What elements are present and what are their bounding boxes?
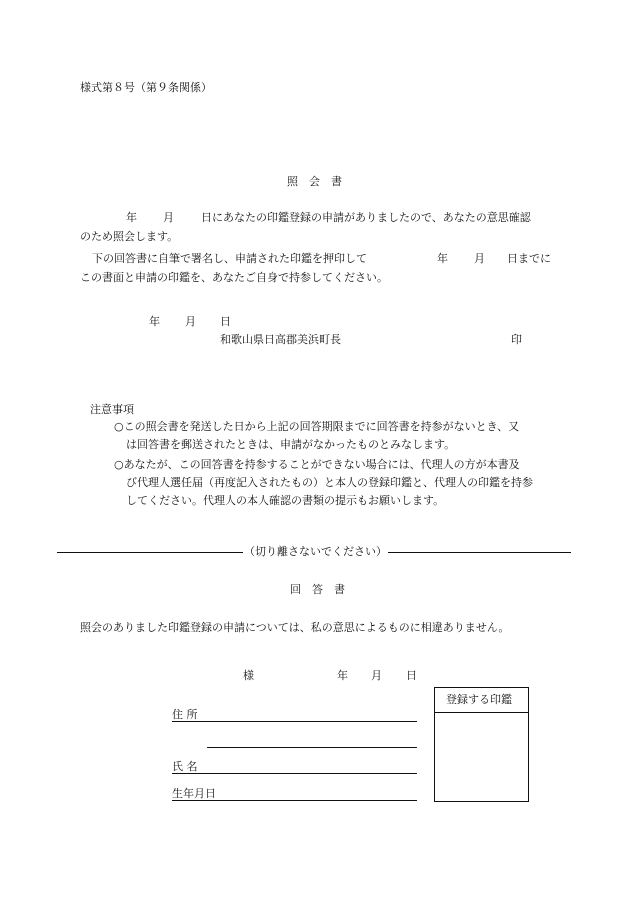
note-1-line-1: ○この照会書を発送した日から上記の回答期限までに回答書を持参がないとき、又 xyxy=(114,420,520,433)
inquiry-paragraph-1-line-1: 日にあなたの印鑑登録の申請がありましたので、あなたの意思確認 xyxy=(201,211,531,224)
inquiry-month-label: 月 xyxy=(163,211,174,224)
address-line-1[interactable] xyxy=(172,721,417,722)
issue-month-label: 月 xyxy=(185,315,196,328)
birthdate-label: 生年月日 xyxy=(172,787,216,800)
address-label: 住 所 xyxy=(172,708,198,721)
notes-heading: 注意事項 xyxy=(90,403,134,416)
inquiry-paragraph-2-line-1: 下の回答書に自筆で署名し、申請された印鑑を押印して xyxy=(92,252,367,265)
form-number: 様式第８号（第９条関係） xyxy=(80,81,212,94)
birthdate-line[interactable] xyxy=(172,800,417,801)
seal-box-divider xyxy=(434,712,529,713)
name-signature-line[interactable] xyxy=(172,773,417,774)
deadline-year-label: 年 xyxy=(437,252,448,265)
note-1-line-2: は回答書を郵送されたときは、申請がなかったものとみなします。 xyxy=(126,438,456,451)
seal-box-label: 登録する印鑑 xyxy=(446,693,512,706)
issuer-name: 和歌山県日高郡美浜町長 xyxy=(220,333,341,346)
cut-line-label: （切り離さないでください） xyxy=(244,545,387,558)
answer-day-label: 日 xyxy=(406,669,417,682)
issue-year-label: 年 xyxy=(149,315,160,328)
addressee-suffix: 様 xyxy=(243,669,254,682)
answer-title: 回 答 書 xyxy=(290,583,345,596)
inquiry-year-label: 年 xyxy=(126,211,137,224)
issuer-seal-mark: 印 xyxy=(511,333,522,346)
deadline-day-label: 日までに xyxy=(507,252,551,265)
answer-statement: 照会のありました印鑑登録の申請については、私の意思によるものに相違ありません。 xyxy=(80,621,510,634)
note-2-line-1: ○あなたが、この回答書を持参することができない場合には、代理人の方が本書及 xyxy=(114,458,520,471)
answer-year-label: 年 xyxy=(337,669,348,682)
note-2-line-2: び代理人選任届（再度記入されたもの）と本人の登録印鑑と、代理人の印鑑を持参 xyxy=(126,476,533,489)
issue-day-label: 日 xyxy=(220,315,231,328)
note-2-line-3: してください。代理人の本人確認の書類の提示もお願いします。 xyxy=(126,494,445,507)
deadline-month-label: 月 xyxy=(474,252,485,265)
inquiry-paragraph-2-line-2: この書面と申請の印鑑を、あなたご自身で持参してください。 xyxy=(80,271,388,284)
inquiry-paragraph-1-line-2: のため照会します。 xyxy=(80,230,179,243)
address-line-2[interactable] xyxy=(207,747,417,748)
inquiry-title: 照 会 書 xyxy=(287,175,342,188)
name-label: 氏 名 xyxy=(172,760,198,773)
answer-month-label: 月 xyxy=(371,669,382,682)
